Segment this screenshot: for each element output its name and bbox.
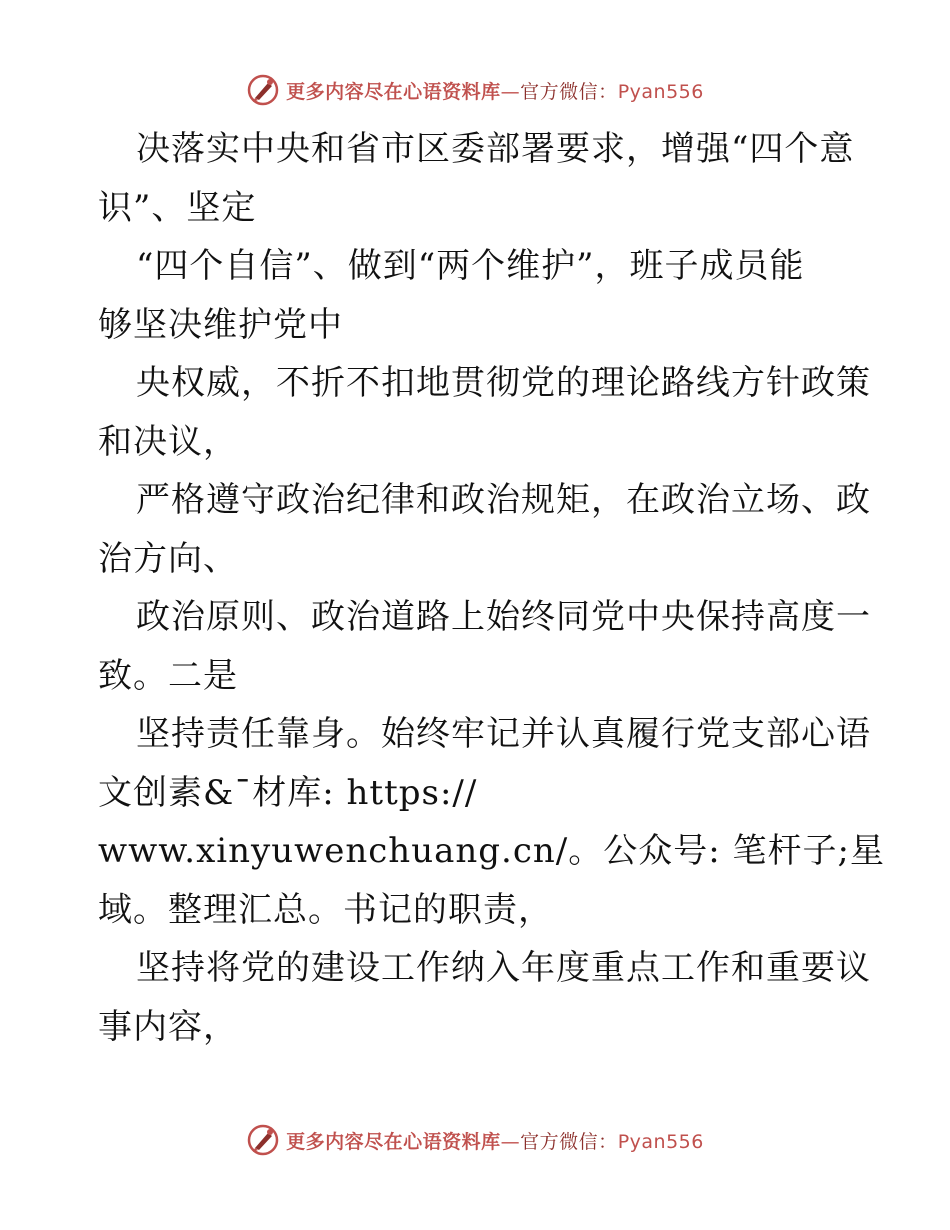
text-line: 识”、坚定	[98, 187, 257, 228]
pen-logo-icon	[246, 1123, 280, 1157]
pen-logo-icon	[246, 73, 280, 107]
text-line: 严格遵守政治纪律和政治规矩，在政治立场、政	[136, 480, 871, 520]
text-line: 坚持责任靠身。始终牢记并认真履行党支部心语	[136, 714, 871, 754]
banner-wechat-id: Pyan556	[617, 1130, 704, 1153]
text-line: 央权威，不折不扣地贯彻党的理论路线方针政策	[136, 363, 871, 403]
text-line-url: www.xinyuwenchuang.cn/。公众号: 笔杆子;星	[98, 831, 885, 871]
text-line: 决落实中央和省市区委部署要求，增强“四个意	[136, 129, 855, 169]
text-line: 和决议，	[98, 421, 238, 462]
banner-wechat-label: 官方微信：	[520, 80, 618, 103]
banner-title: 更多内容尽在心语资料库	[286, 80, 501, 103]
banner-dash: —	[500, 1130, 521, 1153]
banner-title: 更多内容尽在心语资料库	[286, 1130, 501, 1153]
text-line: 够坚决维护党中	[98, 304, 343, 345]
text-line: 事内容，	[98, 1006, 238, 1047]
footer-banner	[0, 1120, 950, 1160]
text-line: “四个自信”、做到“两个维护”，班子成员能	[136, 246, 805, 286]
text-line: 坚持将党的建设工作纳入年度重点工作和重要议	[136, 948, 871, 988]
text-line: 文创素&¯材库: https://	[98, 772, 478, 813]
banner-wechat-label: 官方微信：	[520, 1130, 618, 1153]
text-line: 致。二是	[98, 655, 238, 696]
header-banner	[0, 70, 950, 110]
text-line: 政治原则、政治道路上始终同党中央保持高度一	[136, 597, 871, 637]
text-line: 治方向、	[98, 538, 238, 579]
banner-dash: —	[500, 80, 521, 103]
banner-wechat-id: Pyan556	[617, 80, 704, 103]
text-line: 域。整理汇总。书记的职责，	[98, 889, 553, 930]
document-body	[98, 120, 885, 1056]
